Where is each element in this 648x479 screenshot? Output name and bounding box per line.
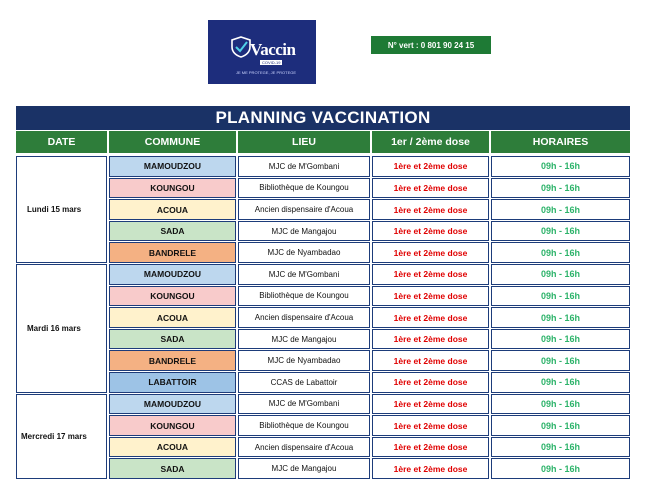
dose-cell: 1ère et 2ème dose bbox=[372, 221, 489, 242]
dose-cell: 1ère et 2ème dose bbox=[372, 350, 489, 371]
dose-cell: 1ère et 2ème dose bbox=[372, 329, 489, 350]
dose-cell: 1ère et 2ème dose bbox=[372, 372, 489, 393]
dose-cell: 1ère et 2ème dose bbox=[372, 264, 489, 285]
horaires-cell: 09h - 16h bbox=[491, 458, 630, 479]
horaires-cell: 09h - 16h bbox=[491, 286, 630, 307]
horaires-cell: 09h - 16h bbox=[491, 415, 630, 436]
commune-cell: ACOUA bbox=[109, 307, 236, 328]
logo-subtitle: COVID-19 bbox=[262, 60, 281, 65]
header-dose: 1er / 2ème dose bbox=[372, 131, 489, 153]
horaires-cell: 09h - 16h bbox=[491, 199, 630, 220]
lieu-cell: MJC de M'Gombani bbox=[238, 264, 370, 285]
horaires-cell: 09h - 16h bbox=[491, 329, 630, 350]
dose-cell: 1ère et 2ème dose bbox=[372, 394, 489, 415]
commune-cell: LABATTOIR bbox=[109, 372, 236, 393]
dose-cell: 1ère et 2ème dose bbox=[372, 199, 489, 220]
lieu-cell: Ancien dispensaire d'Acoua bbox=[238, 199, 370, 220]
horaires-cell: 09h - 16h bbox=[491, 437, 630, 458]
lieu-cell: MJC de Nyambadao bbox=[238, 350, 370, 371]
lieu-cell: MJC de Mangajou bbox=[238, 458, 370, 479]
dose-cell: 1ère et 2ème dose bbox=[372, 178, 489, 199]
date-cell: Mercredi 17 mars bbox=[16, 394, 107, 479]
lieu-cell: MJC de M'Gombani bbox=[238, 156, 370, 177]
horaires-cell: 09h - 16h bbox=[491, 394, 630, 415]
dose-cell: 1ère et 2ème dose bbox=[372, 156, 489, 177]
horaires-cell: 09h - 16h bbox=[491, 372, 630, 393]
dose-cell: 1ère et 2ème dose bbox=[372, 307, 489, 328]
vaccin-logo bbox=[208, 20, 316, 84]
commune-cell: ACOUA bbox=[109, 199, 236, 220]
shield-check-icon bbox=[230, 36, 252, 58]
commune-cell: KOUNGOU bbox=[109, 415, 236, 436]
date-cell: Lundi 15 mars bbox=[16, 156, 107, 263]
logo-brand: Vaccin bbox=[250, 40, 296, 59]
lieu-cell: Ancien dispensaire d'Acoua bbox=[238, 307, 370, 328]
horaires-cell: 09h - 16h bbox=[491, 350, 630, 371]
commune-cell: KOUNGOU bbox=[109, 178, 236, 199]
horaires-cell: 09h - 16h bbox=[491, 178, 630, 199]
commune-cell: MAMOUDZOU bbox=[109, 156, 236, 177]
horaires-cell: 09h - 16h bbox=[491, 156, 630, 177]
commune-cell: MAMOUDZOU bbox=[109, 394, 236, 415]
dose-cell: 1ère et 2ème dose bbox=[372, 286, 489, 307]
commune-cell: KOUNGOU bbox=[109, 286, 236, 307]
commune-cell: SADA bbox=[109, 458, 236, 479]
commune-cell: SADA bbox=[109, 329, 236, 350]
horaires-cell: 09h - 16h bbox=[491, 242, 630, 263]
header-horaires: HORAIRES bbox=[491, 131, 630, 153]
header-commune: COMMUNE bbox=[109, 131, 236, 153]
date-cell: Mardi 16 mars bbox=[16, 264, 107, 393]
lieu-cell: MJC de Mangajou bbox=[238, 221, 370, 242]
lieu-cell: CCAS de Labattoir bbox=[238, 372, 370, 393]
lieu-cell: Bibliothèque de Koungou bbox=[238, 178, 370, 199]
header-lieu: LIEU bbox=[238, 131, 370, 153]
lieu-cell: MJC de Mangajou bbox=[238, 329, 370, 350]
lieu-cell: Ancien dispensaire d'Acoua bbox=[238, 437, 370, 458]
horaires-cell: 09h - 16h bbox=[491, 221, 630, 242]
dose-cell: 1ère et 2ème dose bbox=[372, 415, 489, 436]
lieu-cell: Bibliothèque de Koungou bbox=[238, 286, 370, 307]
dose-cell: 1ère et 2ème dose bbox=[372, 437, 489, 458]
horaires-cell: 09h - 16h bbox=[491, 264, 630, 285]
commune-cell: BANDRELE bbox=[109, 242, 236, 263]
dose-cell: 1ère et 2ème dose bbox=[372, 242, 489, 263]
commune-cell: BANDRELE bbox=[109, 350, 236, 371]
lieu-cell: MJC de M'Gombani bbox=[238, 394, 370, 415]
lieu-cell: Bibliothèque de Koungou bbox=[238, 415, 370, 436]
hotline-badge: N° vert : 0 801 90 24 15 bbox=[371, 36, 491, 54]
commune-cell: ACOUA bbox=[109, 437, 236, 458]
commune-cell: SADA bbox=[109, 221, 236, 242]
horaires-cell: 09h - 16h bbox=[491, 307, 630, 328]
logo-tagline: JE ME PROTEGE, JE PROTEGE bbox=[236, 70, 297, 75]
commune-cell: MAMOUDZOU bbox=[109, 264, 236, 285]
lieu-cell: MJC de Nyambadao bbox=[238, 242, 370, 263]
page-title: PLANNING VACCINATION bbox=[16, 106, 630, 130]
dose-cell: 1ère et 2ème dose bbox=[372, 458, 489, 479]
header-date: DATE bbox=[16, 131, 107, 153]
